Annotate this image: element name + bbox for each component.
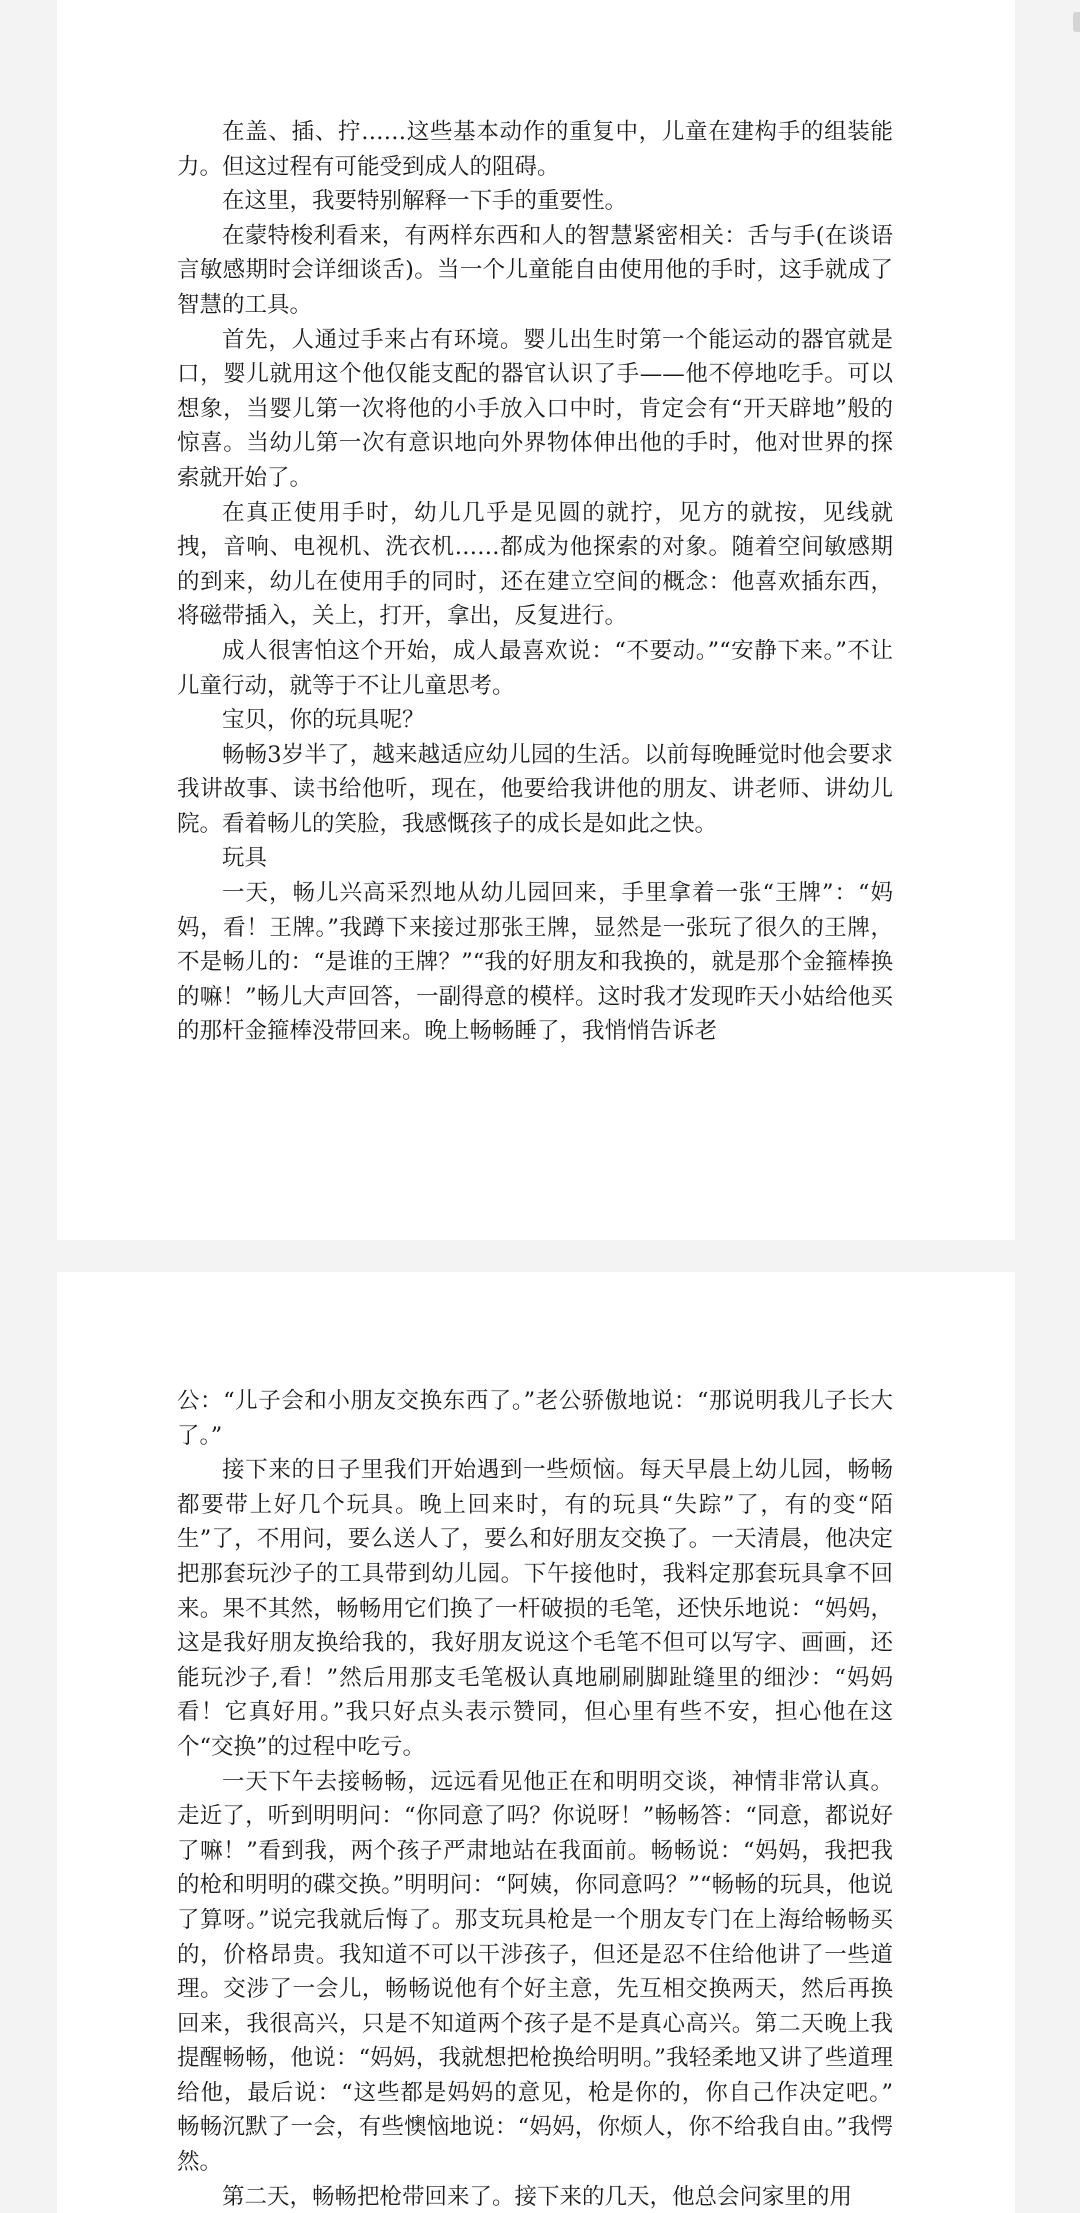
paragraph: 一天，畅儿兴高采烈地从幼儿园回来，手里拿着一张“王牌”：“妈妈，看！王牌。”我蹲下来接过那张王牌，显然是一张玩了很久的王牌，不是畅儿的：“是谁的王牌？”“我的好朋友和我换的，就是那个金箍棒换的嘛！”畅儿大声回答，一副得意的模样。这时我才发现昨天小姑给他买的那杆金箍棒没带回来。晚上畅畅睡了，我悄悄告诉老 [177, 880, 893, 1045]
paragraph: 一天下午去接畅畅，远远看见他正在和明明交谈，神情非常认真。走近了，听到明明问：“你同意了吗？你说呀！”畅畅答：“同意，都说好了嘛！”看到我，两个孩子严肃地站在我面前。畅畅说：“妈妈，我把我的枪和明明的碟交换。”明明问：“阿姨，你同意吗？”“畅畅的玩具，他说了算呀。”说完我就后悔了。那支玩具枪是一个朋友专门在上海给畅畅买的，价格昂贵。我知道不可以干涉孩子，但还是忍不住给他讲了一些道理。交涉了一会儿，畅畅说他有个好主意，先互相交换两天，然后再换回来，我很高兴，只是不知道两个孩子是不是真心高兴。第二天晚上我提醒畅畅，他说：“妈妈，我就想把枪换给明明。”我轻柔地又讲了些道理给他，最后说：“这些都是妈妈的意见，枪是你的，你自己作决定吧。” 畅畅沉默了一会，有些懊恼地说：“妈妈，你烦人，你不给我自由。”我愕然。 [177, 1768, 893, 2176]
paragraph: 在盖、插、拧……这些基本动作的重复中，儿童在建构手的组装能力。但这过程有可能受到成人的阻碍。 [177, 119, 893, 180]
paragraph: 畅畅3岁半了，越来越适应幼儿园的生活。以前每晚睡觉时他会要求我讲故事、读书给他听，现在，他要给我讲他的朋友、讲老师、讲幼儿院。看着畅儿的笑脸，我感慨孩子的成长是如此之快。 [177, 741, 893, 837]
paragraph: 在这里，我要特别解释一下手的重要性。 [222, 188, 628, 215]
paragraph: 第二天，畅畅把枪带回来了。接下来的几天，他总会问家里的用 [222, 2183, 853, 2210]
paragraph: 在真正使用手时，幼儿几乎是见圆的就拧，见方的就按，见线就拽，音响、电视机、洗衣机……都成为他探索的对象。随着空间敏感期的到来，幼儿在使用手的同时，还在建立空间的概念：他喜欢插东西，将磁带插入，关上，打开，拿出，反复进行。 [177, 499, 893, 630]
paragraph: 首先，人通过手来占有环境。婴儿出生时第一个能运动的器官就是口，婴儿就用这个他仅能支配的器官认识了手——他不停地吃手。可以想象，当婴儿第一次将他的小手放入口中时，肯定会有“开天辟地”般的惊喜。当幼儿第一次有意识地向外界物体伸出他的手时，他对世界的探索就开始了。 [177, 326, 893, 491]
paragraph: 在蒙特梭利看来，有两样东西和人的智慧紧密相关：舌与手(在谈语言敏感期时会详细谈舌)。当一个儿童能自由使用他的手时，这手就成了智慧的工具。 [177, 222, 893, 318]
section-heading: 玩具 [222, 845, 268, 872]
paragraph: 接下来的日子里我们开始遇到一些烦恼。每天早晨上幼儿园，畅畅都要带上好几个玩具。晚上回来时，有的玩具“失踪”了，有的变“陌生”了，不用问，要么送人了，要么和好朋友交换了。一天清晨，他决定把那套玩沙子的工具带到幼儿园。下午接他时，我料定那套玩具拿不回来。果不其然，畅畅用它们换了一杆破损的毛笔，还快乐地说：“妈妈，这是我好朋友换给我的，我好朋友说这个毛笔不但可以写字、画画，还能玩沙子,看！”然后用那支毛笔极认真地刷刷脚趾缝里的细沙：“妈妈看！它真好用。”我只好点头表示赞同，但心里有些不安，担心他在这个“交换”的过程中吃亏。 [177, 1457, 893, 1760]
section-heading: 宝贝，你的玩具呢？ [222, 707, 425, 734]
paragraph: 成人很害怕这个开始，成人最喜欢说：“不要动。”“安静下来。”不让儿童行动，就等于不让儿童思考。 [177, 637, 893, 699]
paragraph-continuation: 公：“儿子会和小朋友交换东西了。”老公骄傲地说：“那说明我儿子长大了。” [177, 1388, 893, 1449]
scrollbar-thumb[interactable] [1073, 12, 1080, 32]
page-1-text [177, 115, 893, 1049]
document-page-2 [57, 1272, 1015, 2213]
page-2-text [177, 1384, 893, 2213]
document-page-1 [57, 0, 1015, 1240]
